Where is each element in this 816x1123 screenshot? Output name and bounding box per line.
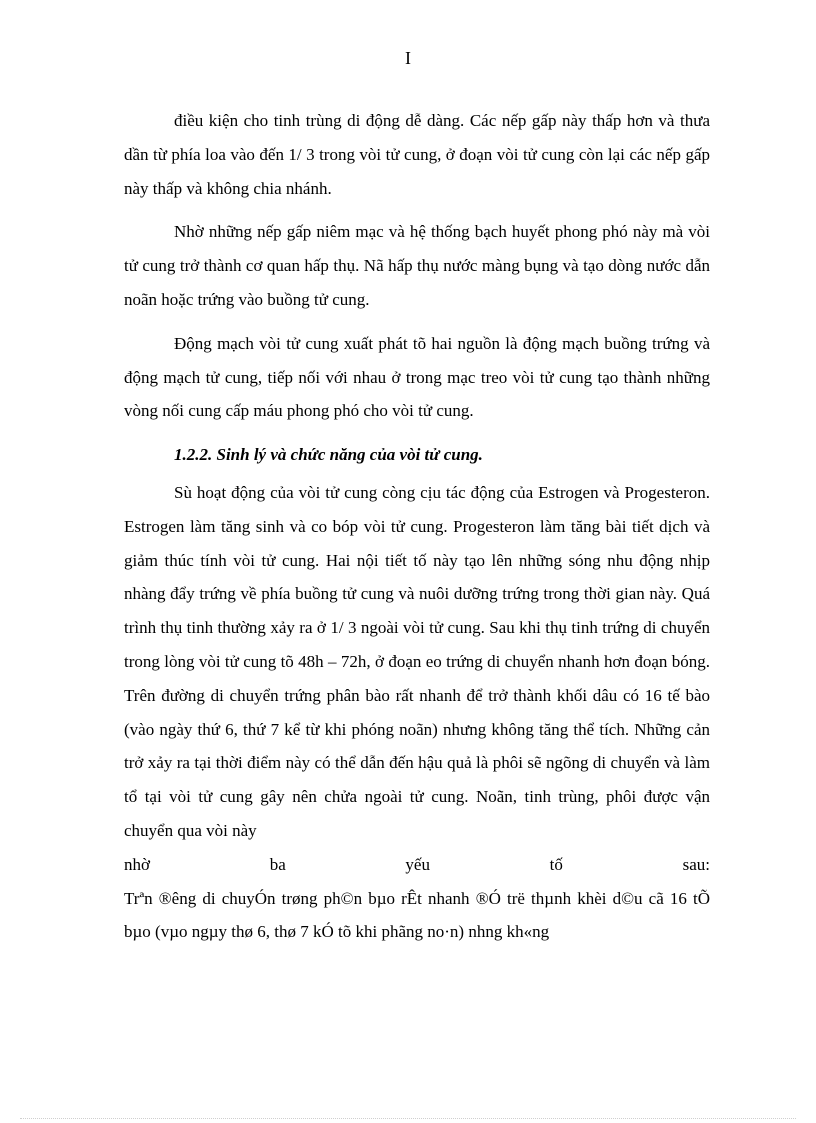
spread-word: nhờ bbox=[124, 854, 150, 874]
spread-word: sau: bbox=[682, 854, 710, 874]
page-bottom-divider bbox=[20, 1118, 796, 1119]
spread-word: ba bbox=[269, 854, 286, 874]
page-number: I bbox=[405, 48, 411, 68]
spread-word: yếu bbox=[405, 854, 430, 874]
spread-word: tố bbox=[549, 854, 563, 874]
section-paragraph: Sù hoạt động của vòi tử cung còng cịu tác động của Estrogen và Progesteron. Estrogen làm tăng sinh và co bóp vòi tử cung. Progesteron làm tăng bài tiết dịch và giảm thúc tính vòi tử cung. Hai nội tiết tố này tạo lên những sóng nhu động nhịp nhàng đẩy trứng về phía buồng tử cung và nuôi dưỡng trứng trong thời gian này. Quá trình thụ tinh thường xảy ra ở 1/ 3 ngoài vòi tử cung. Sau khi thụ tinh trứng di chuyển trong lòng vòi tử cung tõ 48h – 72h, ở đoạn eo trứng di chuyển nhanh hơn đoạn bóng. Trên đường di chuyển trứng phân bào rất nhanh để trở thành khối dâu có 16 tế bào (vào ngày thứ 6, thứ 7 kể từ khi phóng noãn) nhưng không tăng thể tích. Những cản trở xảy ra tại thời điểm này có thể dẫn đến hậu quả là phôi sẽ ngõng di chuyển và làm tổ tại vòi tử cung gây nên chửa ngoài tử cung. Noãn, tinh trùng, phôi được vận chuyển qua vòi này bbox=[124, 482, 710, 840]
spread-line bbox=[124, 848, 710, 882]
legacy-encoded-text: Trªn ®êng di chuyÓn trøng ph©n bµo rÊt nhanh ®Ó trë thµnh khèi d©u cã 16 tÕ bµo (vµo ngµy thø 6, thø 7 kÓ tõ khi phãng no·n) nhng kh«ng bbox=[124, 888, 710, 942]
document-body bbox=[124, 104, 710, 949]
paragraph-2: Nhờ những nếp gấp niêm mạc và hệ thống bạch huyết phong phó này mà vòi tử cung trở thành cơ quan hấp thụ. Nã hấp thụ nước màng bụng và tạo dòng nước dẫn noãn hoặc trứng vào buồng tử cung. bbox=[124, 222, 710, 309]
paragraph-1: điều kiện cho tinh trùng di động dễ dàng. Các nếp gấp này thấp hơn và thưa dần từ phía loa vào đến 1/ 3 trong vòi tử cung, ở đoạn vòi tử cung còn lại các nếp gấp này thấp và không chia nhánh. bbox=[124, 111, 710, 198]
section-heading: 1.2.2. Sinh lý và chức năng của vòi tử cung. bbox=[174, 445, 483, 465]
paragraph-3: Động mạch vòi tử cung xuất phát tõ hai nguồn là động mạch buồng trứng và động mạch tử cung, tiếp nối với nhau ở trong mạc treo vòi tử cung tạo thành những vòng nối cung cấp máu phong phó cho vòi tử cung. bbox=[124, 333, 710, 421]
